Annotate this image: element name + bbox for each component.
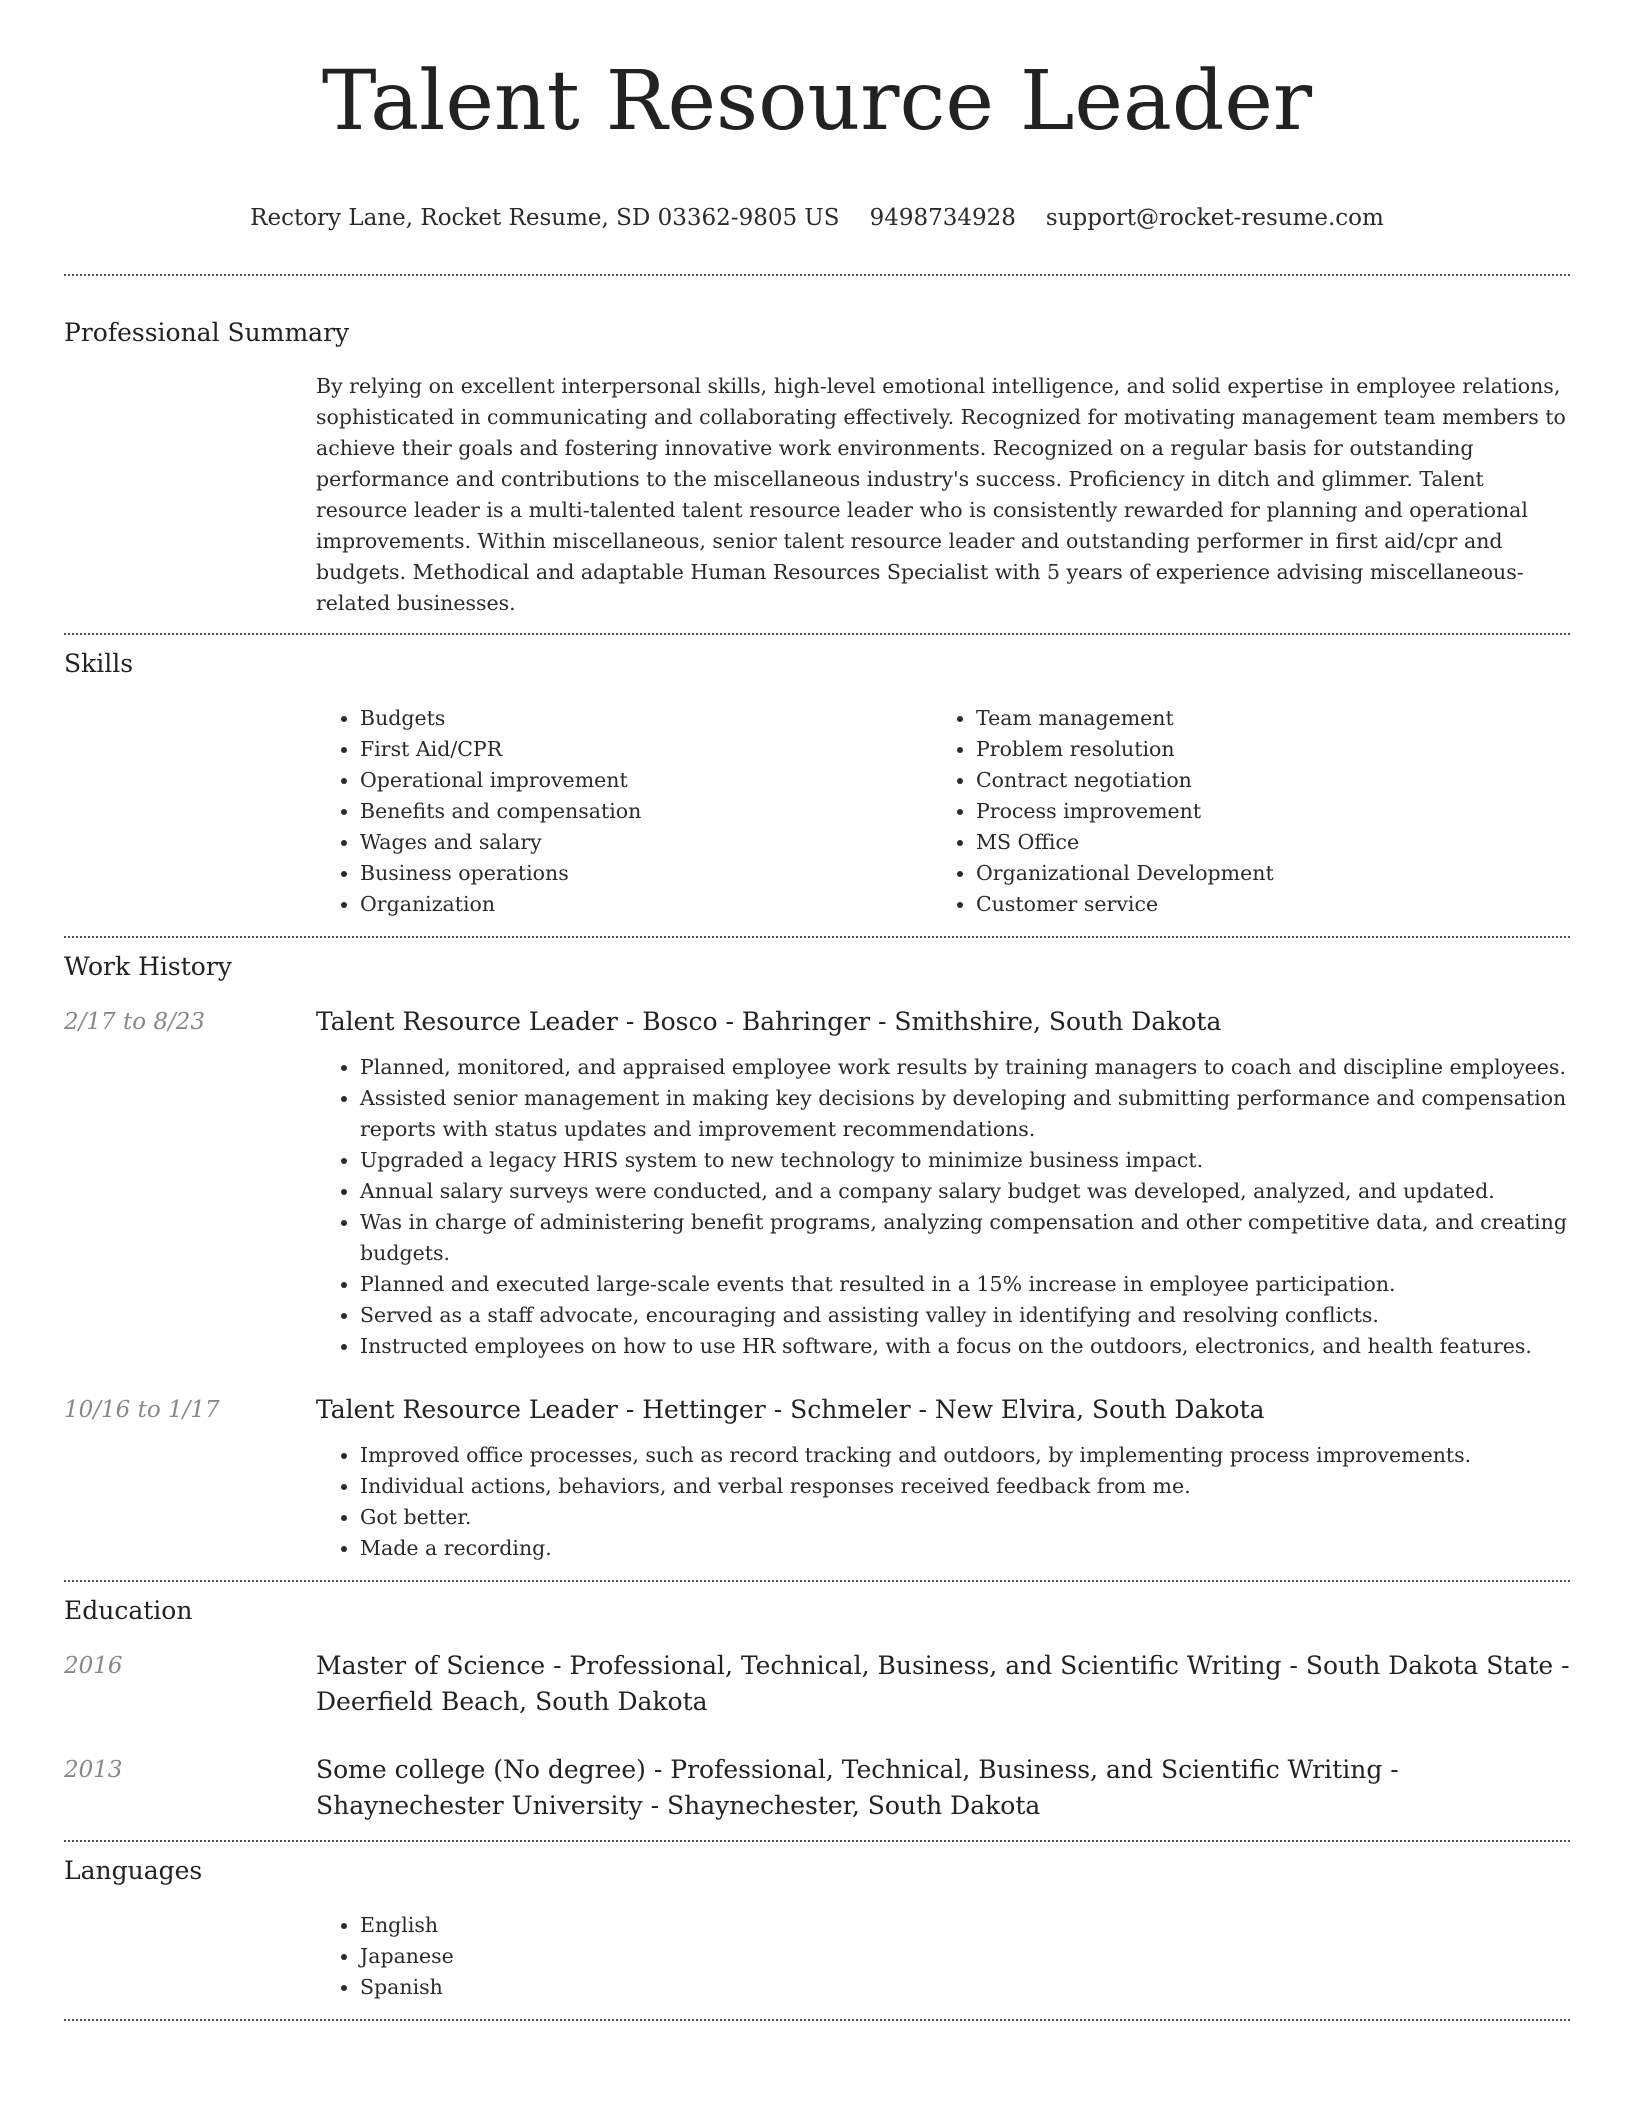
skill-item: • Organizational Development bbox=[976, 858, 1548, 889]
skill-item: • Process improvement bbox=[976, 796, 1548, 827]
education-year: 2016 bbox=[64, 1653, 123, 1679]
job-bullet: • Made a recording. bbox=[360, 1533, 1570, 1564]
education-degree: Some college (No degree) - Professional, Technical, Business, and Scientific Writing - Shaynechester University - Shaynechester, South Dakota bbox=[316, 1755, 1399, 1820]
job-dates: 2/17 to 8/23 bbox=[64, 1009, 206, 1035]
skills-title: Skills bbox=[64, 649, 134, 678]
language-item: • Japanese bbox=[360, 1941, 1570, 1972]
skill-item: • Team management bbox=[976, 703, 1548, 734]
education-section bbox=[64, 1582, 1570, 1824]
job-bullet: • Improved office processes, such as record tracking and outdoors, by implementing process improvements. bbox=[360, 1440, 1570, 1471]
work-title: Work History bbox=[64, 952, 232, 981]
job-bullet: • Was in charge of administering benefit programs, analyzing compensation and other competitive data, and creating budgets. bbox=[360, 1207, 1570, 1269]
job-bullet: • Assisted senior management in making key decisions by developing and submitting performance and compensation reports with status updates and improvement recommendations. bbox=[360, 1083, 1570, 1145]
job-title: Talent Resource Leader - Hettinger - Schmeler - New Elvira, South Dakota bbox=[316, 1395, 1265, 1424]
resume-name: Talent Resource Leader bbox=[321, 54, 1313, 149]
skill-item: • Problem resolution bbox=[976, 734, 1548, 765]
job-entry bbox=[64, 1392, 1570, 1564]
job-entry bbox=[64, 1004, 1570, 1362]
languages-section bbox=[64, 1842, 1570, 2003]
job-bullet: • Served as a staff advocate, encouraging and assisting valley in identifying and resolving conflicts. bbox=[360, 1300, 1570, 1331]
language-item: • English bbox=[360, 1910, 1570, 1941]
skill-item: • Business operations bbox=[360, 858, 932, 889]
job-bullet: • Planned, monitored, and appraised employee work results by training managers to coach and discipline employees. bbox=[360, 1052, 1570, 1083]
education-degree: Master of Science - Professional, Technical, Business, and Scientific Writing - South Dakota State - Deerfield Beach, South Dakota bbox=[316, 1651, 1570, 1716]
job-bullet: • Annual salary surveys were conducted, and a company salary budget was developed, analyzed, and updated. bbox=[360, 1176, 1570, 1207]
languages-title: Languages bbox=[64, 1856, 203, 1885]
education-year: 2013 bbox=[64, 1757, 123, 1783]
language-item: • Spanish bbox=[360, 1972, 1570, 2003]
contact-phone: 9498734928 bbox=[869, 205, 1016, 231]
resume-page bbox=[64, 0, 1570, 2021]
job-bullet: • Got better. bbox=[360, 1502, 1570, 1533]
job-bullet: • Upgraded a legacy HRIS system to new technology to minimize business impact. bbox=[360, 1145, 1570, 1176]
skill-item: • First Aid/CPR bbox=[360, 734, 932, 765]
education-title: Education bbox=[64, 1596, 193, 1625]
job-dates: 10/16 to 1/17 bbox=[64, 1397, 220, 1423]
skill-item: • Customer service bbox=[976, 889, 1548, 920]
summary-section bbox=[64, 276, 1570, 619]
job-bullet: • Instructed employees on how to use HR software, with a focus on the outdoors, electronics, and health features. bbox=[360, 1331, 1570, 1362]
contact-email: support@rocket-resume.com bbox=[1045, 205, 1384, 231]
skill-item: • Contract negotiation bbox=[976, 765, 1548, 796]
job-title: Talent Resource Leader - Bosco - Bahringer - Smithshire, South Dakota bbox=[316, 1007, 1222, 1036]
education-entry bbox=[64, 1752, 1570, 1824]
skill-item: • Organization bbox=[360, 889, 932, 920]
contact-line bbox=[64, 202, 1570, 234]
skill-item: • Budgets bbox=[360, 703, 932, 734]
skill-item: • Operational improvement bbox=[360, 765, 932, 796]
divider-languages bbox=[64, 2019, 1570, 2021]
summary-title: Professional Summary bbox=[64, 318, 350, 347]
skills-section bbox=[64, 635, 1570, 920]
skill-item: • MS Office bbox=[976, 827, 1548, 858]
job-bullet: • Planned and executed large-scale events that resulted in a 15% increase in employee participation. bbox=[360, 1269, 1570, 1300]
contact-address: Rectory Lane, Rocket Resume, SD 03362-9805 US bbox=[250, 205, 840, 231]
skills-column-right bbox=[932, 703, 1548, 920]
skill-item: • Wages and salary bbox=[360, 827, 932, 858]
skill-item: • Benefits and compensation bbox=[360, 796, 932, 827]
work-section bbox=[64, 938, 1570, 1564]
job-bullet: • Individual actions, behaviors, and verbal responses received feedback from me. bbox=[360, 1471, 1570, 1502]
summary-text: By relying on excellent interpersonal skills, high-level emotional intelligence, and solid expertise in employee relations, sophisticated in communicating and collaborating effectively. Recognized for motivating management team members to achieve their goals and fostering innovative work environments. Recognized on a regular basis for outstanding performance and contributions to the miscellaneous industry's success. Proficiency in ditch and glimmer. Talent resource leader is a multi-talented talent resource leader who is consistently rewarded for planning and operational improvements. Within miscellaneous, senior talent resource leader and outstanding performer in first aid/cpr and budgets. Methodical and adaptable Human Resources Specialist with 5 years of experience advising miscellaneous-related businesses. bbox=[316, 374, 1566, 615]
skills-column-left bbox=[316, 703, 932, 920]
education-entry bbox=[64, 1648, 1570, 1720]
